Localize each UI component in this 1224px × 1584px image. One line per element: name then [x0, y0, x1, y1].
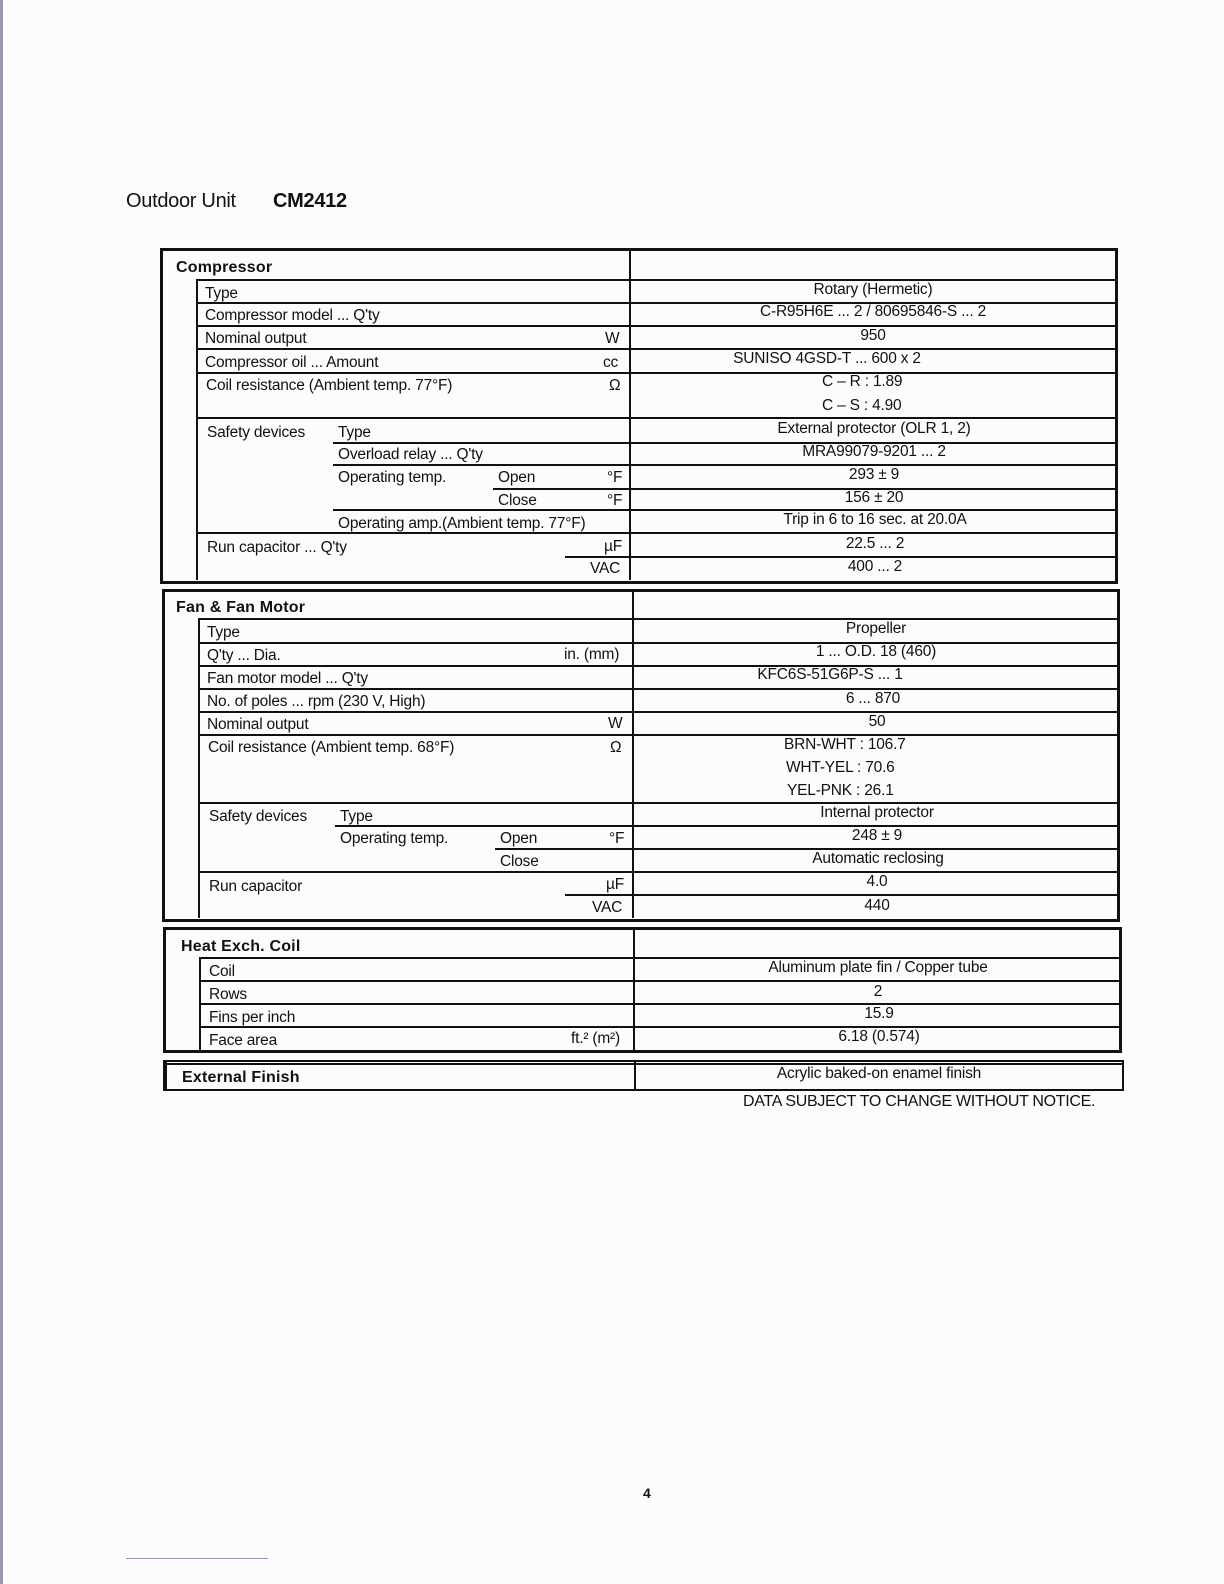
comp-open-label: Open — [498, 469, 536, 486]
comp-runcap-unit-1: µF — [604, 538, 622, 555]
fan-open-unit: °F — [609, 830, 625, 847]
comp-optemp-label: Operating temp. — [338, 469, 447, 486]
comp-close-unit: °F — [607, 492, 623, 509]
coil-rows-label: Rows — [209, 986, 247, 1003]
fan-safety-type-label: Type — [340, 808, 373, 825]
coil-face-value: 6.18 (0.574) — [838, 1028, 920, 1045]
fan-qty-value: 1 ... O.D. 18 (460) — [815, 643, 937, 660]
coil-face-label: Face area — [209, 1032, 277, 1049]
fan-close-value: Automatic reclosing — [812, 850, 944, 867]
comp-coil-unit: Ω — [609, 377, 621, 394]
fan-output-unit: W — [608, 715, 623, 732]
comp-close-label: Close — [498, 492, 537, 509]
coil-coil-label: Coil — [209, 963, 235, 980]
fan-safety-label: Safety devices — [209, 808, 308, 825]
fan-type-value: Propeller — [845, 620, 907, 637]
fan-coil-unit: Ω — [610, 739, 622, 756]
fan-coil-label: Coil resistance (Ambient temp. 68°F) — [208, 739, 455, 756]
coil-face-unit: ft.² (m²) — [571, 1030, 620, 1047]
comp-model-value: C-R95H6E ... 2 / 80695846-S ... 2 — [759, 303, 987, 320]
fan-title: Fan & Fan Motor — [176, 599, 306, 616]
coil-frame — [163, 927, 1122, 1053]
fan-runcap-label: Run capacitor — [209, 878, 303, 895]
comp-output-value: 950 — [860, 327, 886, 344]
comp-runcap-label: Run capacitor ... Q'ty — [207, 539, 347, 556]
comp-coil-value-1: C – R : 1.89 — [822, 373, 903, 390]
model-number: CM2412 — [273, 190, 347, 212]
comp-oil-unit: cc — [603, 354, 619, 371]
unit-label: Outdoor Unit — [126, 190, 236, 212]
comp-opamp-label: Operating amp.(Ambient temp. 77°F) — [338, 515, 586, 532]
comp-coil-label: Coil resistance (Ambient temp. 77°F) — [206, 377, 453, 394]
comp-runcap-unit-2: VAC — [590, 560, 621, 577]
coil-coil-value: Aluminum plate fin / Copper tube — [768, 959, 988, 976]
fan-output-label: Nominal output — [207, 716, 309, 733]
coil-fins-value: 15.9 — [864, 1005, 894, 1022]
comp-runcap-value-1: 22.5 ... 2 — [845, 535, 905, 552]
scan-edge — [0, 0, 3, 1584]
comp-runcap-value-2: 400 ... 2 — [847, 558, 903, 575]
fan-open-value: 248 ± 9 — [851, 827, 903, 844]
fan-qty-label: Q'ty ... Dia. — [207, 647, 281, 664]
comp-oil-value: SUNISO 4GSD-T ... 600 x 2 — [733, 350, 921, 367]
comp-safety-label: Safety devices — [207, 424, 306, 441]
fan-open-label: Open — [500, 830, 538, 847]
fan-runcap-value-1: 4.0 — [866, 873, 888, 890]
fan-optemp-label: Operating temp. — [340, 830, 449, 847]
comp-output-unit: W — [605, 330, 620, 347]
fan-motor-label: Fan motor model ... Q'ty — [207, 670, 368, 687]
coil-fins-label: Fins per inch — [209, 1009, 296, 1026]
page-number: 4 — [643, 1485, 651, 1501]
bottom-rule — [126, 1558, 268, 1559]
coil-rows-value: 2 — [873, 983, 883, 1000]
comp-close-value: 156 ± 20 — [844, 489, 904, 506]
fan-type-label: Type — [207, 624, 240, 641]
finish-value: Acrylic baked-on enamel finish — [776, 1065, 982, 1082]
fan-poles-value: 6 ... 870 — [845, 690, 901, 707]
comp-coil-value-2: C – S : 4.90 — [822, 397, 902, 414]
comp-output-label: Nominal output — [205, 330, 307, 347]
comp-overload-label: Overload relay ... Q'ty — [338, 446, 483, 463]
fan-close-label: Close — [500, 853, 539, 870]
disclaimer-note: DATA SUBJECT TO CHANGE WITHOUT NOTICE. — [743, 1093, 1096, 1110]
fan-coil-value-1: BRN-WHT : 106.7 — [784, 736, 906, 753]
coil-title: Heat Exch. Coil — [181, 938, 301, 955]
fan-output-value: 50 — [868, 713, 886, 730]
comp-model-label: Compressor model ... Q'ty — [205, 307, 380, 324]
fan-runcap-unit-1: µF — [606, 876, 624, 893]
fan-runcap-value-2: 440 — [864, 897, 890, 914]
finish-title: External Finish — [182, 1069, 300, 1086]
comp-safety-type-label: Type — [338, 424, 371, 441]
fan-safety-type-value: Internal protector — [820, 804, 934, 821]
comp-overload-value: MRA99079-9201 ... 2 — [802, 443, 946, 460]
compressor-title: Compressor — [176, 259, 273, 276]
comp-opamp-value: Trip in 6 to 16 sec. at 20.0A — [783, 511, 967, 528]
comp-type-label: Type — [205, 285, 238, 302]
fan-motor-value: KFC6S-51G6P-S ... 1 — [757, 666, 903, 683]
fan-qty-unit: in. (mm) — [564, 646, 620, 663]
comp-safety-type-value: External protector (OLR 1, 2) — [777, 420, 971, 437]
fan-runcap-unit-2: VAC — [592, 899, 623, 916]
fan-poles-label: No. of poles ... rpm (230 V, High) — [207, 693, 426, 710]
comp-open-unit: °F — [607, 469, 623, 486]
fan-coil-value-3: YEL-PNK : 26.1 — [787, 782, 894, 799]
fan-coil-value-2: WHT-YEL : 70.6 — [786, 759, 895, 776]
comp-type-value: Rotary (Hermetic) — [813, 281, 933, 298]
comp-oil-label: Compressor oil ... Amount — [205, 354, 379, 371]
comp-open-value: 293 ± 9 — [848, 466, 900, 483]
